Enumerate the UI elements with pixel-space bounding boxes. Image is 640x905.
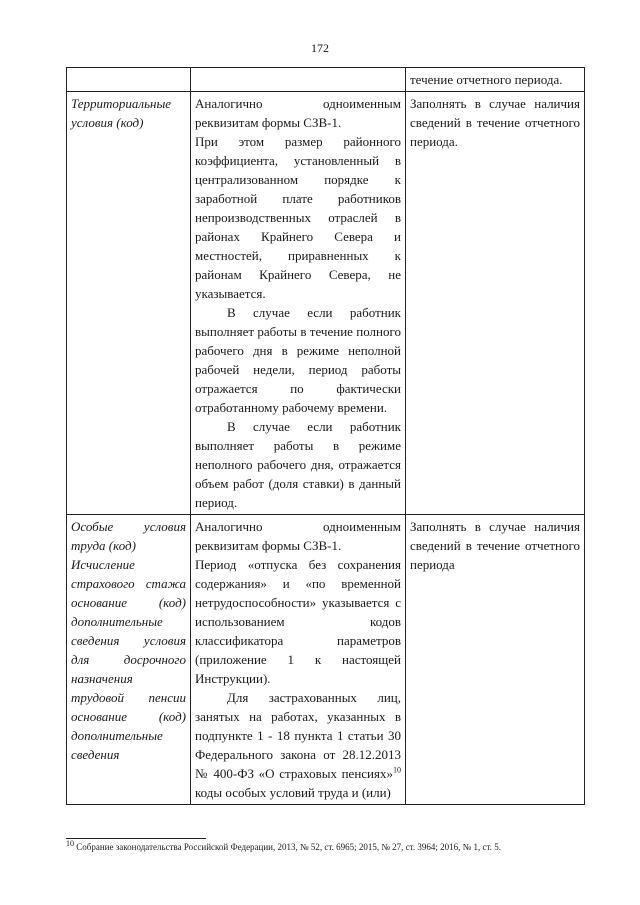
description-cell [191,92,406,515]
footnote-ref: 10 [393,765,401,775]
footnote [66,841,606,853]
condition-text: течение отчетного периода. [410,72,563,87]
footnote-marker: 10 [66,839,74,848]
field-name: Территориальные условия (код) [71,96,172,130]
description-paragraph: При этом размер районного коэффициента, установленный в централизованном порядке к заработной плате работников непроизводственных отраслей в районах Крайнего Севера и местностей, приравненных к районам Крайнего Севера, не указывается. [195,134,401,301]
description-cell [191,68,406,92]
law-reference-text: Для застрахованных лиц, занятых на работах, указанных в подпункте 1 - 18 пункта 1 статьи 30 Федерального закона от 28.12.2013 № 400-ФЗ «О страховых пенсиях» [195,690,401,781]
table-row [67,92,585,515]
field-name-cell [67,68,191,92]
instruction-table [66,67,585,805]
field-name-cell [67,92,191,515]
description-paragraph: Аналогично одноименным реквизитам формы СЗВ-1. [195,519,401,553]
condition-cell [406,68,585,92]
field-name: Исчисление страхового стажа основание (код) дополнительные сведения условия для досрочного назначения трудовой пенсии основание (код) дополнительные сведения [71,557,186,762]
description-paragraph: Аналогично одноименным реквизитам формы СЗВ-1. [195,96,401,130]
description-continuation: коды особых условий труда и (или) [195,785,391,800]
condition-cell [406,92,585,515]
footnote-text: Собрание законодательства Российской Федерации, 2013, № 52, ст. 6965; 2015, № 27, ст. 3964; 2016, № 1, ст. 5. [74,842,502,852]
footnote-divider [66,838,206,839]
field-name: Особые условия труда (код) [71,519,186,553]
table-row [67,515,585,805]
description-paragraph [195,688,401,802]
page-number: 172 [311,41,329,55]
condition-cell [406,515,585,805]
field-name-cell [67,515,191,805]
description-paragraph: Период «отпуска без сохранения содержания» и «по временной нетрудоспособности» указывается с использованием кодов классификатора параметров (приложение 1 к настоящей Инструкции). [195,557,401,686]
condition-text: Заполнять в случае наличия сведений в течение отчетного периода. [410,96,580,149]
description-paragraph: В случае если работник выполняет работы в течение полного рабочего дня в режиме неполной рабочей недели, период работы отражается по фактически отработанному рабочему времени. [195,305,401,415]
description-paragraph: В случае если работник выполняет работы в режиме неполного рабочего дня, отражается объем работ (доля ставки) в данный период. [195,419,401,510]
condition-text: Заполнять в случае наличия сведений в течение отчетного периода [410,519,580,572]
table-row [67,68,585,92]
description-cell [191,515,406,805]
